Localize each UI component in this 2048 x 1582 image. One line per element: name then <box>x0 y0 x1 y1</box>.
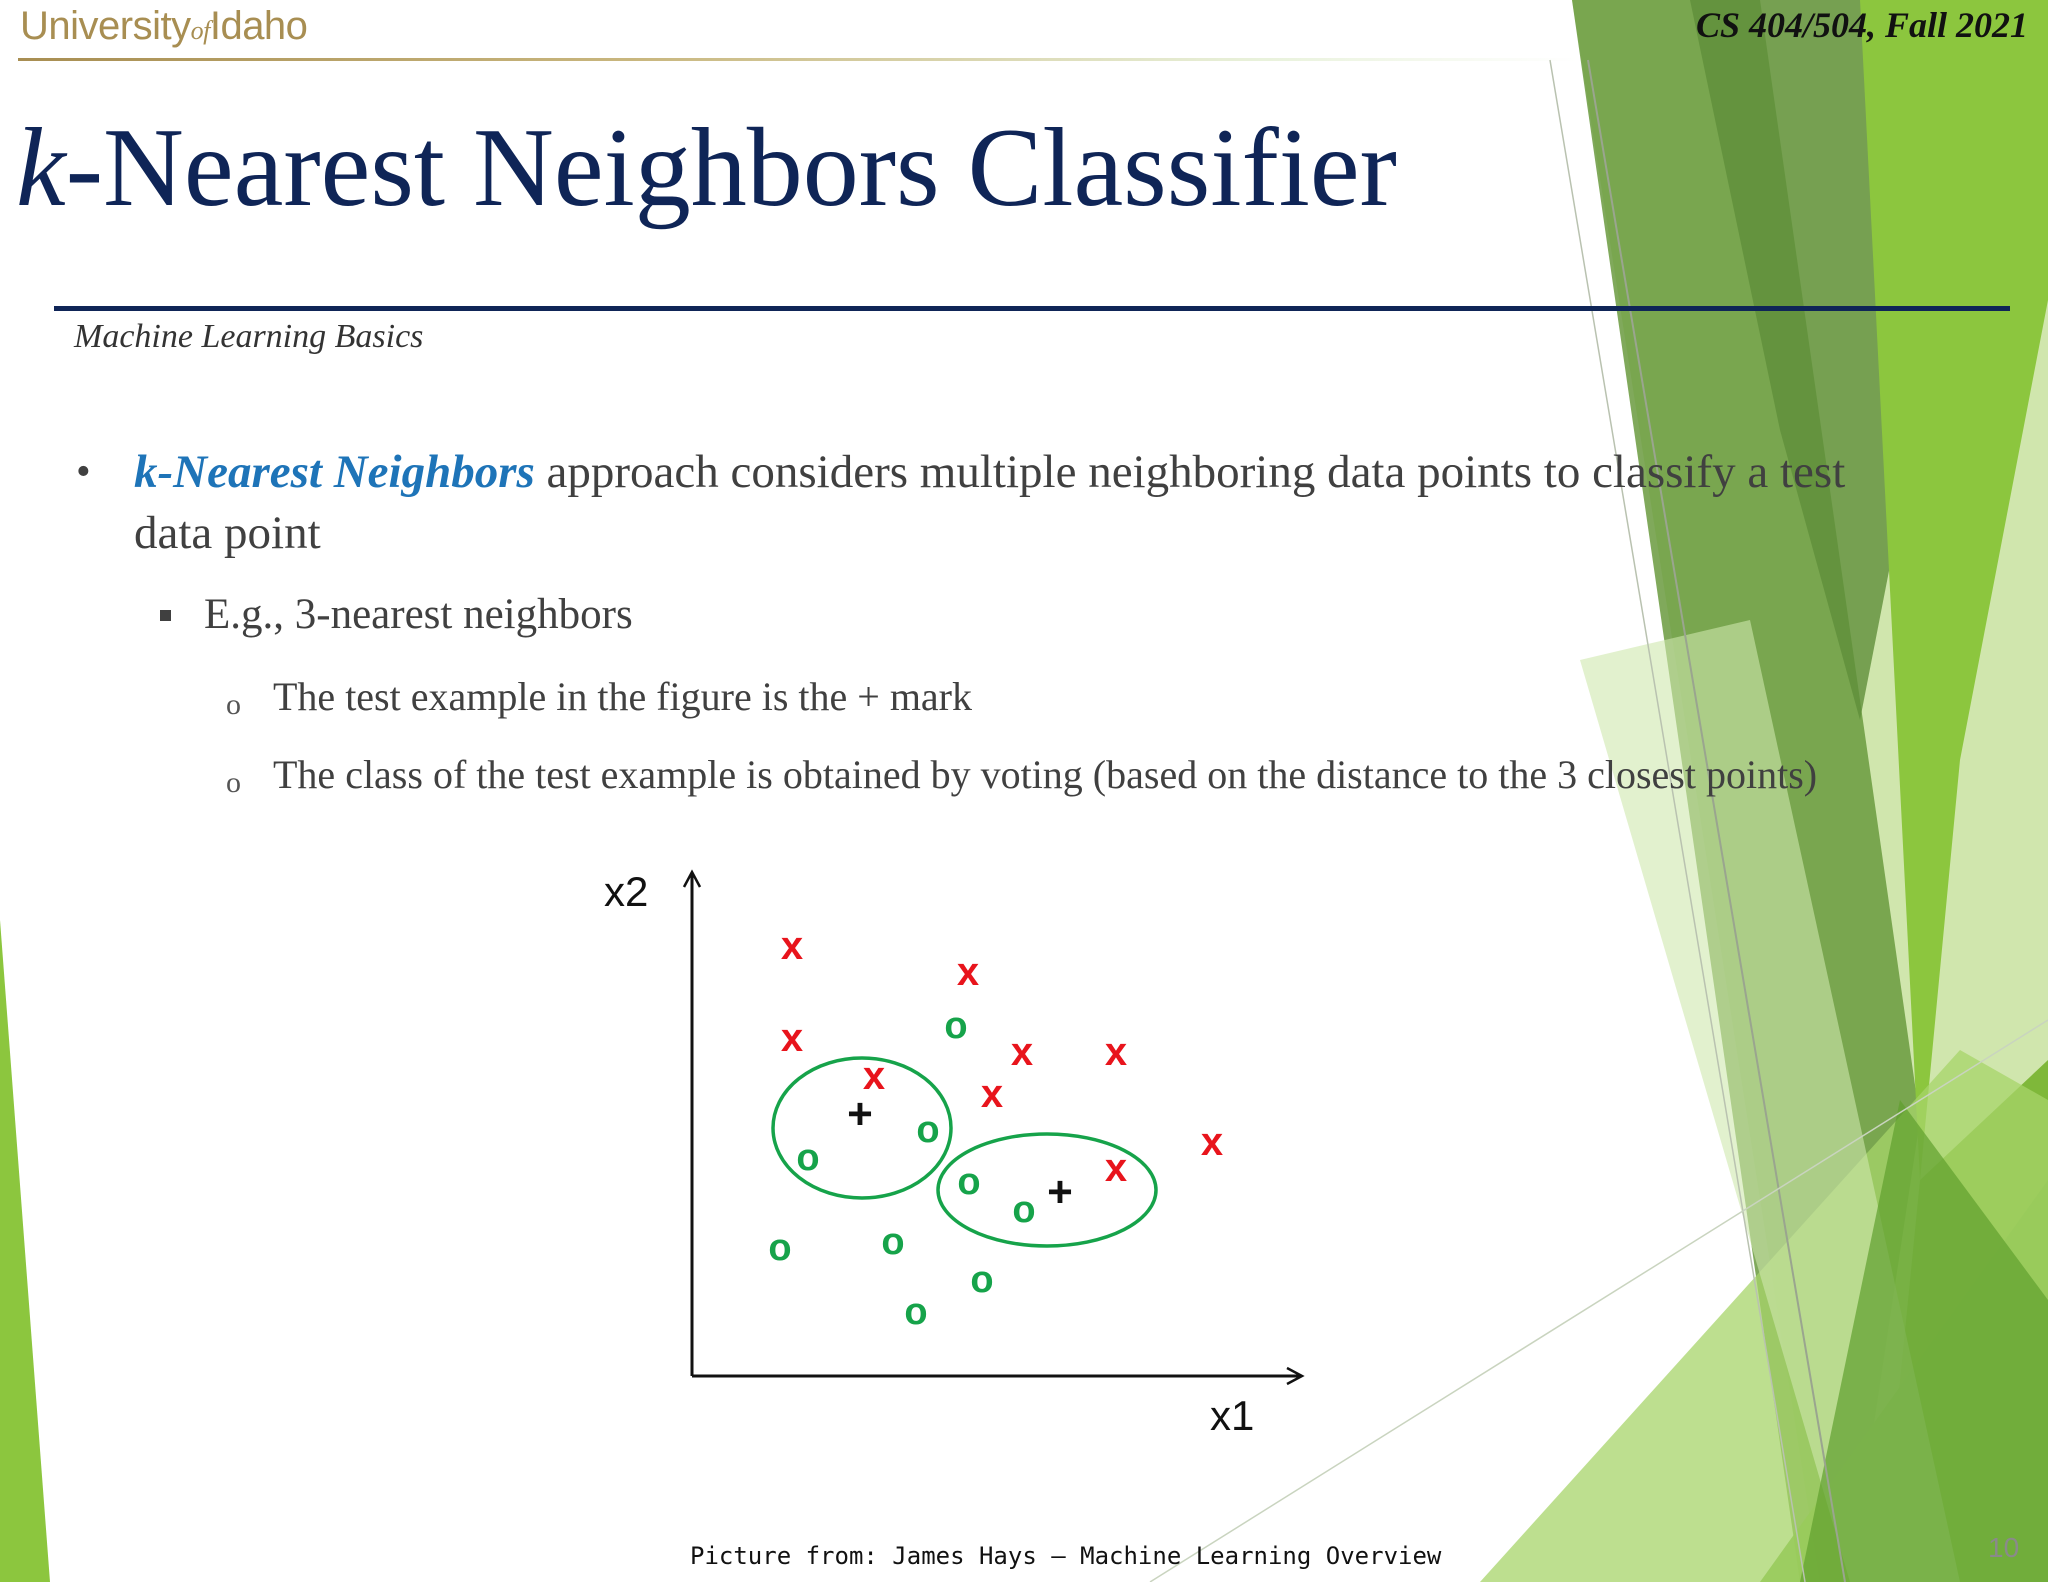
x-mark: x <box>1200 1120 1224 1164</box>
bullet-emphasis: k-Nearest Neighbors <box>134 446 535 498</box>
x-mark: x <box>980 1072 1004 1116</box>
x-mark: x <box>956 950 980 994</box>
slide-title <box>16 106 1397 230</box>
bullet-dot-icon: • <box>76 449 91 495</box>
o-mark: o <box>881 1221 905 1263</box>
page-number: 10 <box>1988 1532 2020 1563</box>
x-mark: x <box>862 1054 886 1098</box>
circle-bullet-icon: o <box>226 688 241 721</box>
o-mark: o <box>796 1137 820 1179</box>
o-mark: o <box>904 1291 928 1333</box>
o-mark: o <box>916 1109 940 1151</box>
test-point-mark: + <box>847 1089 873 1139</box>
bullet-level3-text: The class of the test example is obtained by voting (based on the distance to the 3 closest points) <box>273 752 1818 797</box>
logo-text-idaho: Idaho <box>209 4 308 48</box>
circle-bullet-icon: o <box>226 766 241 799</box>
logo-text-of: of <box>190 16 210 45</box>
test-point-mark: + <box>1047 1167 1073 1217</box>
x-mark: x <box>780 1016 804 1060</box>
y-axis-label: x2 <box>604 868 649 915</box>
header-divider <box>18 58 1578 61</box>
title-rest: -Nearest Neighbors Classifier <box>65 106 1397 230</box>
title-k: k <box>16 106 66 230</box>
square-bullet-icon <box>160 610 171 621</box>
university-logo <box>20 4 307 56</box>
figure-credit: Picture from: James Hays – Machine Learning Overview <box>690 1542 1442 1570</box>
bullet-body: approach considers multiple neighboring data points to classify a test data point <box>134 446 1846 559</box>
o-mark: o <box>970 1259 994 1301</box>
o-mark: o <box>957 1161 981 1203</box>
slide-subtitle: Machine Learning Basics <box>74 318 424 355</box>
knn-figure <box>560 860 1320 1460</box>
x-mark: x <box>1104 1030 1128 1074</box>
x-mark: x <box>780 924 804 968</box>
logo-text-university: University <box>20 4 191 48</box>
bullet-level3-text: The test example in the figure is the + mark <box>273 674 973 719</box>
o-mark: o <box>944 1005 968 1047</box>
course-label: CS 404/504, Fall 2021 <box>1695 5 2028 45</box>
o-mark: o <box>768 1227 792 1269</box>
x-mark: x <box>1010 1030 1034 1074</box>
bullet-level1-text <box>134 442 1934 564</box>
bullet-level2-text: E.g., 3-nearest neighbors <box>204 591 633 638</box>
x-axis-label: x1 <box>1210 1392 1255 1439</box>
o-mark: o <box>1012 1189 1036 1231</box>
x-mark: x <box>1104 1146 1128 1190</box>
title-divider <box>54 306 2010 311</box>
